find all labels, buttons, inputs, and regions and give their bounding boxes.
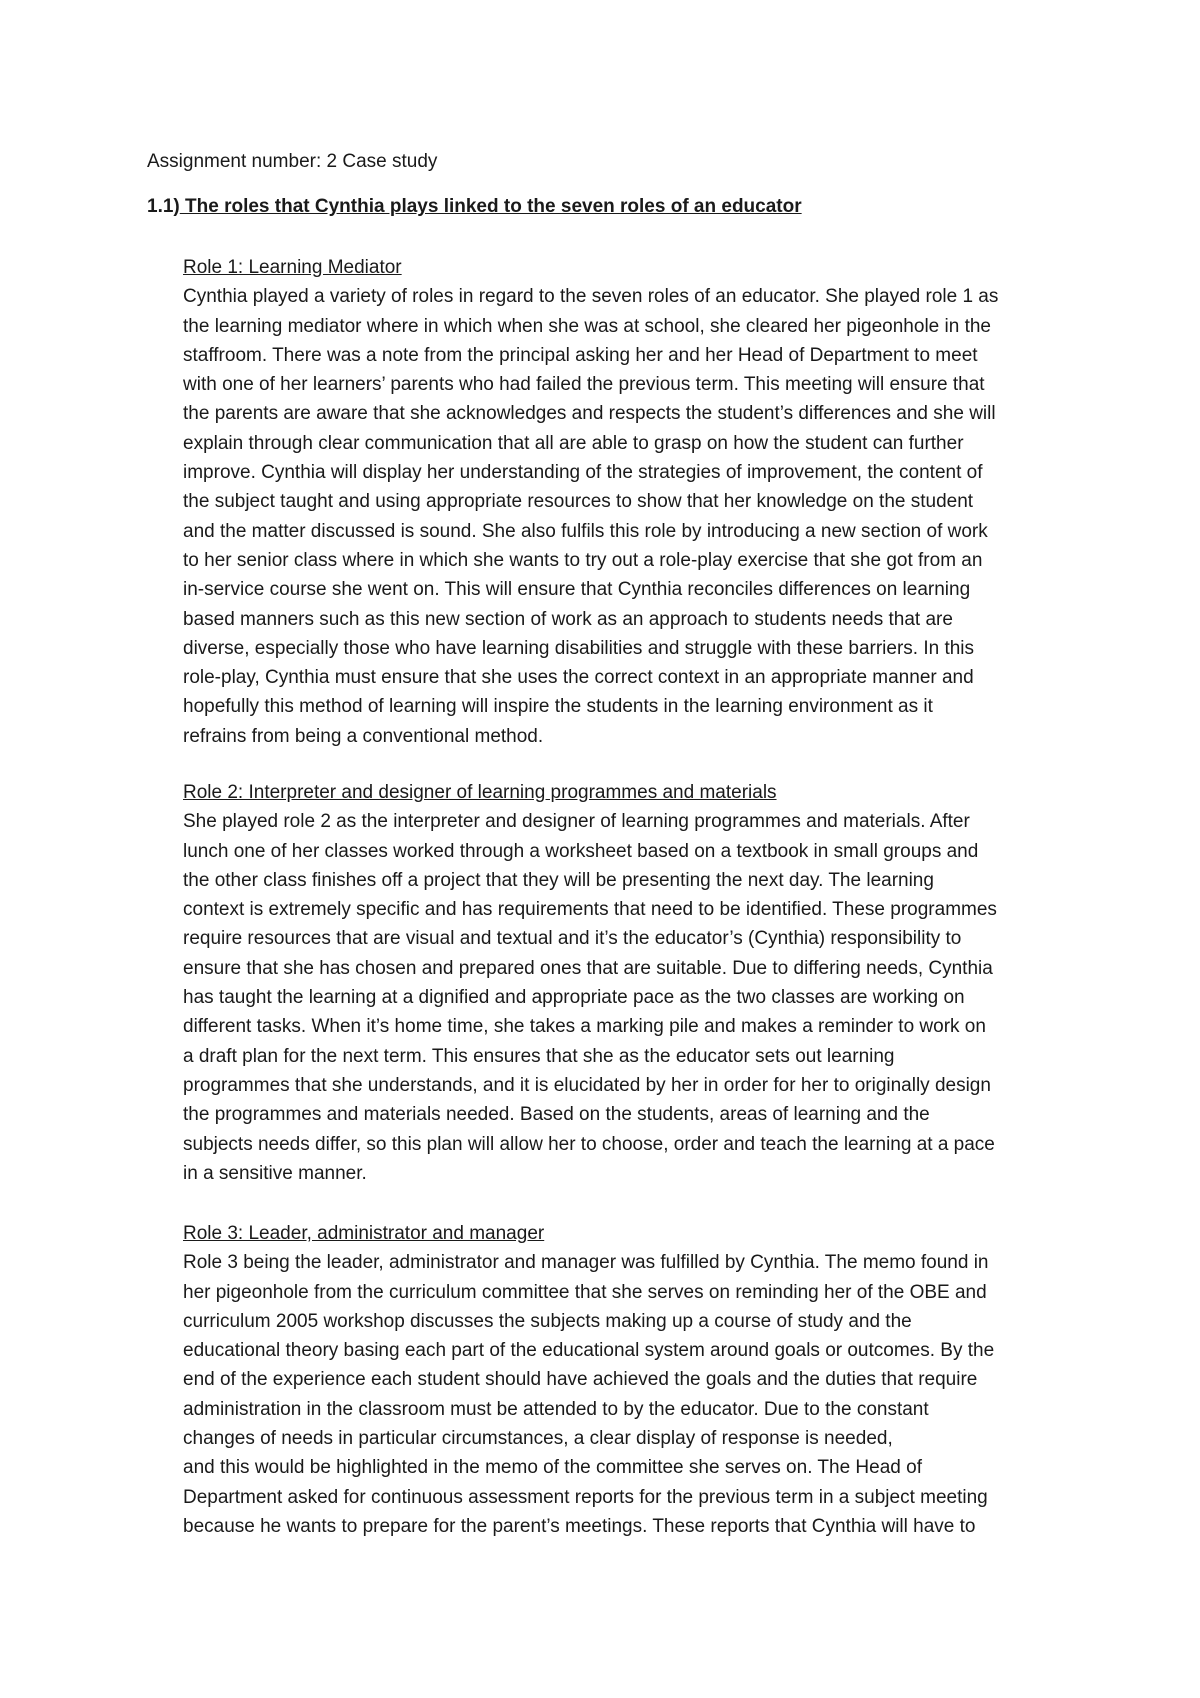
paragraph-line: in a sensitive manner. [183, 1162, 367, 1184]
section-heading [147, 195, 802, 219]
paragraph-line: in-service course she went on. This will ensure that Cynthia reconciles differences on learning [183, 579, 971, 601]
section-number: 1.1) [147, 196, 180, 217]
role-2-paragraph [183, 807, 1063, 1188]
paragraph-line: to her senior class where in which she wants to try out a role-play exercise that she got from an [183, 549, 983, 571]
paragraph-line: the programmes and materials needed. Based on the students, areas of learning and the [183, 1104, 930, 1126]
paragraph-line: diverse, especially those who have learning disabilities and struggle with these barriers. In this [183, 637, 975, 659]
paragraph-line: improve. Cynthia will display her understanding of the strategies of improvement, the content of [183, 462, 983, 484]
paragraph-line: administration in the classroom must be attended to by the educator. Due to the constant [183, 1398, 929, 1420]
paragraph-line: Role 3 being the leader, administrator and manager was fulfilled by Cynthia. The memo found in [183, 1252, 989, 1274]
paragraph-line: She played role 2 as the interpreter and designer of learning programmes and materials. After [183, 811, 970, 833]
paragraph-line: and this would be highlighted in the memo of the committee she serves on. The Head of [183, 1457, 922, 1479]
paragraph-line: hopefully this method of learning will inspire the students in the learning environment as it [183, 696, 933, 718]
paragraph-line: the other class finishes off a project that they will be presenting the next day. The learning [183, 869, 934, 891]
paragraph-line: her pigeonhole from the curriculum committee that she serves on reminding her of the OBE and [183, 1281, 987, 1303]
paragraph-line: context is extremely specific and has requirements that need to be identified. These programmes [183, 899, 997, 921]
paragraph-line: require resources that are visual and textual and it’s the educator’s (Cynthia) responsibility to [183, 928, 962, 950]
paragraph-line: lunch one of her classes worked through a worksheet based on a textbook in small groups and [183, 840, 979, 862]
paragraph-line: the subject taught and using appropriate resources to show that her knowledge on the student [183, 491, 974, 513]
role-3-section [183, 1219, 1063, 1541]
paragraph-line: has taught the learning at a dignified and appropriate pace as the two classes are working on [183, 987, 965, 1009]
role-1-section [183, 253, 1063, 751]
paragraph-line: educational theory basing each part of the educational system around goals or outcomes. By the [183, 1340, 995, 1362]
paragraph-line: ensure that she has chosen and prepared ones that are suitable. Due to differing needs, Cynthia [183, 957, 993, 979]
paragraph-line: programmes that she understands, and it is elucidated by her in order for her to originally design [183, 1074, 991, 1096]
paragraph-line: explain through clear communication that all are able to grasp on how the student can further [183, 432, 964, 454]
role-2-section [183, 778, 1063, 1188]
paragraph-line: the parents are aware that she acknowledges and respects the student’s differences and she will [183, 403, 996, 425]
role-1-paragraph [183, 282, 1063, 751]
paragraph-line: end of the experience each student should have achieved the goals and the duties that require [183, 1369, 978, 1391]
paragraph-line: with one of her learners’ parents who had failed the previous term. This meeting will ensure that [183, 374, 985, 396]
paragraph-line: Department asked for continuous assessment reports for the previous term in a subject meeting [183, 1486, 988, 1508]
paragraph-line: staffroom. There was a note from the principal asking her and her Head of Department to meet [183, 344, 978, 366]
paragraph-line: different tasks. When it’s home time, she takes a marking pile and makes a reminder to work on [183, 1016, 986, 1038]
paragraph-line: refrains from being a conventional method. [183, 725, 544, 747]
paragraph-line: and the matter discussed is sound. She also fulfils this role by introducing a new section of work [183, 520, 988, 542]
paragraph-line: changes of needs in particular circumstances, a clear display of response is needed, [183, 1428, 893, 1450]
paragraph-line: the learning mediator where in which when she was at school, she cleared her pigeonhole in the [183, 315, 991, 337]
role-2-title: Role 2: Interpreter and designer of learning programmes and materials [183, 782, 777, 803]
role-3-paragraph [183, 1248, 1063, 1541]
paragraph-line: subjects needs differ, so this plan will allow her to choose, order and teach the learning at a pace [183, 1133, 995, 1155]
role-3-title: Role 3: Leader, administrator and manager [183, 1223, 545, 1244]
paragraph-line: curriculum 2005 workshop discusses the subjects making up a course of study and the [183, 1310, 912, 1332]
paragraph-line: based manners such as this new section of work as an approach to students needs that are [183, 608, 953, 630]
paragraph-line: role-play, Cynthia must ensure that she uses the correct context in an appropriate manner and [183, 667, 974, 689]
section-title: The roles that Cynthia plays linked to the seven roles of an educator [179, 196, 802, 217]
paragraph-line: a draft plan for the next term. This ensures that she as the educator sets out learning [183, 1045, 895, 1067]
paragraph-line: Cynthia played a variety of roles in regard to the seven roles of an educator. She played role 1 as [183, 286, 999, 308]
assignment-line: Assignment number: 2 Case study [147, 151, 438, 172]
paragraph-line: because he wants to prepare for the parent’s meetings. These reports that Cynthia will have to [183, 1515, 976, 1537]
role-1-title: Role 1: Learning Mediator [183, 257, 402, 278]
